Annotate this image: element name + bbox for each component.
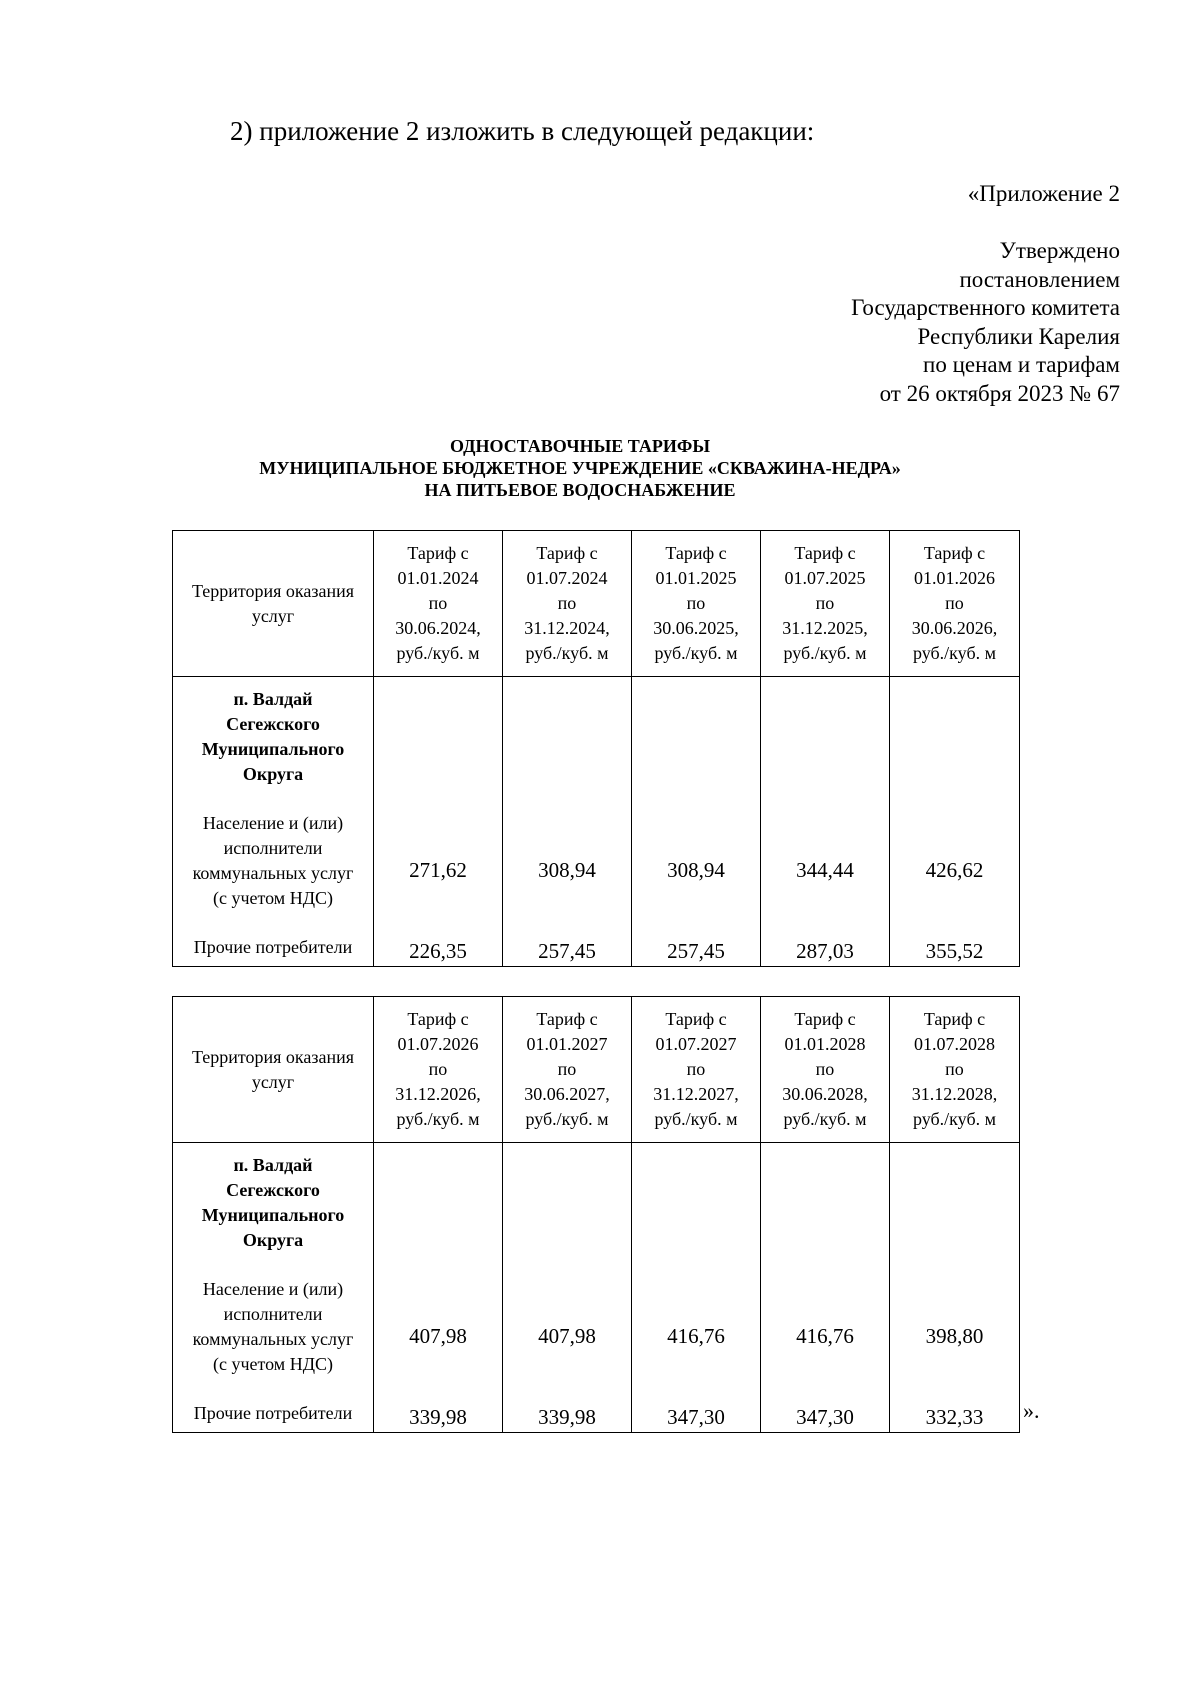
population-value: 308,94	[667, 858, 725, 882]
period-line: Тариф с	[407, 1009, 469, 1029]
population-label-line: исполнители	[223, 838, 323, 858]
other-consumers-label: Прочие потребители	[193, 1403, 353, 1423]
period-line: руб./куб. м	[783, 643, 867, 663]
other-value: 347,30	[667, 1405, 725, 1429]
period-line: руб./куб. м	[396, 643, 480, 663]
document-title	[160, 435, 1000, 501]
population-label-line: исполнители	[223, 1304, 323, 1324]
period-line: 01.07.2025	[784, 568, 866, 588]
other-value: 226,35	[409, 939, 467, 963]
period-line: руб./куб. м	[913, 643, 996, 663]
period-line: 01.07.2027	[655, 1034, 737, 1054]
value-cell	[890, 1143, 1020, 1433]
tariff-table-2	[172, 996, 1020, 1433]
approval-block	[851, 237, 1120, 408]
period-header-cell	[890, 997, 1020, 1143]
approval-line: постановлением	[959, 266, 1120, 292]
region-name	[173, 687, 373, 787]
title-line: МУНИЦИПАЛЬНОЕ БЮДЖЕТНОЕ УЧРЕЖДЕНИЕ «СКВАЖИНА-НЕДРА»	[259, 458, 901, 478]
period-line: Тариф с	[536, 543, 598, 563]
population-label-line: (с учетом НДС)	[213, 888, 333, 908]
period-line: 01.07.2026	[397, 1034, 479, 1054]
period-header-cell	[761, 997, 890, 1143]
region-line: п. Валдай	[233, 1155, 313, 1175]
period-line: по	[815, 593, 835, 613]
value-cell	[890, 677, 1020, 967]
period-line: 01.01.2027	[526, 1034, 608, 1054]
region-line: Муниципального	[201, 1205, 345, 1225]
period-header-cell	[632, 997, 761, 1143]
closing-quote: ».	[1023, 1398, 1040, 1423]
region-name	[173, 1153, 373, 1253]
period-line: руб./куб. м	[525, 643, 609, 663]
period-line: 31.12.2027,	[653, 1084, 739, 1104]
territory-header-line: Территория оказания	[191, 1046, 355, 1067]
region-line: Муниципального	[201, 739, 345, 759]
period-line: по	[815, 1059, 835, 1079]
population-label	[173, 1277, 373, 1377]
population-value: 407,98	[409, 1324, 467, 1348]
other-consumers-label: Прочие потребители	[193, 937, 353, 957]
period-line: 01.07.2024	[526, 568, 608, 588]
approval-line: Республики Карелия	[917, 323, 1120, 349]
period-line: Тариф с	[794, 1009, 856, 1029]
period-header-cell	[632, 531, 761, 677]
period-line: 31.12.2025,	[782, 618, 868, 638]
period-line: Тариф с	[794, 543, 856, 563]
period-line: руб./куб. м	[654, 1109, 738, 1129]
period-line: по	[945, 593, 964, 613]
population-value: 416,76	[796, 1324, 854, 1348]
value-cell	[632, 1143, 761, 1433]
period-line: 31.12.2026,	[395, 1084, 481, 1104]
population-label-line: коммунальных услуг	[192, 863, 354, 883]
period-line: Тариф с	[407, 543, 469, 563]
approval-line: Государственного комитета	[851, 295, 1120, 320]
table-header-row	[173, 531, 1020, 677]
value-cell	[374, 1143, 503, 1433]
period-line: по	[557, 593, 577, 613]
population-value: 308,94	[538, 858, 596, 882]
population-value: 407,98	[538, 1324, 596, 1348]
tariff-table-1	[172, 530, 1020, 967]
period-line: 30.06.2027,	[524, 1084, 610, 1104]
other-value: 332,33	[925, 1405, 984, 1429]
region-line: п. Валдай	[233, 689, 313, 709]
period-line: Тариф с	[536, 1009, 598, 1029]
value-cell	[632, 677, 761, 967]
region-line: Округа	[242, 1230, 304, 1250]
period-line: 30.06.2024,	[395, 618, 481, 638]
appendix-label: «Приложение 2	[967, 181, 1120, 206]
approval-line: по ценам и тарифам	[923, 352, 1120, 377]
population-value: 271,62	[409, 858, 467, 882]
period-line: 30.06.2025,	[653, 618, 739, 638]
period-header-cell	[890, 531, 1020, 677]
period-line: руб./куб. м	[525, 1109, 609, 1129]
period-line: 31.12.2024,	[524, 618, 610, 638]
period-line: 31.12.2028,	[911, 1084, 998, 1104]
period-line: 01.01.2024	[397, 568, 479, 588]
other-value: 339,98	[409, 1405, 467, 1429]
other-value: 347,30	[796, 1405, 854, 1429]
population-value: 426,62	[925, 858, 984, 882]
period-line: Тариф с	[665, 1009, 727, 1029]
population-value: 398,80	[925, 1324, 984, 1348]
period-line: по	[686, 1059, 706, 1079]
period-header-cell	[374, 997, 503, 1143]
approval-line: Утверждено	[999, 238, 1120, 263]
region-line: Сегежского	[226, 714, 320, 734]
value-cell	[503, 1143, 632, 1433]
other-value: 257,45	[667, 939, 725, 963]
period-line: по	[557, 1059, 577, 1079]
territory-cell	[173, 677, 374, 967]
title-line: ОДНОСТАВОЧНЫЕ ТАРИФЫ	[449, 436, 710, 456]
value-cell	[503, 677, 632, 967]
region-line: Округа	[242, 764, 304, 784]
period-line: Тариф с	[923, 1009, 986, 1029]
period-line: 30.06.2026,	[911, 618, 998, 638]
period-line: по	[945, 1059, 964, 1079]
population-label-line: Население и (или)	[202, 813, 344, 833]
population-label-line: (с учетом НДС)	[213, 1354, 333, 1374]
table-header-row	[173, 997, 1020, 1143]
value-cell	[374, 677, 503, 967]
territory-header-cell	[173, 997, 374, 1143]
period-line: 01.01.2028	[784, 1034, 866, 1054]
period-header-cell	[374, 531, 503, 677]
period-line: руб./куб. м	[396, 1109, 480, 1129]
other-value: 355,52	[925, 939, 984, 963]
other-value: 257,45	[538, 939, 596, 963]
period-line: 01.07.2028	[914, 1034, 995, 1054]
period-line: 01.01.2025	[655, 568, 737, 588]
period-line: руб./куб. м	[783, 1109, 867, 1129]
population-label-line: коммунальных услуг	[192, 1329, 354, 1349]
population-label	[173, 811, 373, 911]
territory-header-cell	[173, 531, 374, 677]
period-header-cell	[503, 531, 632, 677]
territory-header-line: Территория оказания	[191, 580, 355, 601]
period-line: по	[428, 1059, 448, 1079]
period-line: по	[428, 593, 448, 613]
table-body-row	[173, 1143, 1020, 1433]
title-line: НА ПИТЬЕВОЕ ВОДОСНАБЖЕНИЕ	[424, 480, 736, 500]
territory-header-line: услуг	[251, 605, 295, 626]
table-body-row	[173, 677, 1020, 967]
period-line: Тариф с	[923, 543, 986, 563]
other-value: 339,98	[538, 1405, 596, 1429]
other-value: 287,03	[796, 939, 854, 963]
population-value: 344,44	[796, 858, 854, 882]
period-header-cell	[761, 531, 890, 677]
territory-header-line: услуг	[251, 1071, 295, 1092]
population-value: 416,76	[667, 1324, 725, 1348]
territory-cell	[173, 1143, 374, 1433]
population-label-line: Население и (или)	[202, 1279, 344, 1299]
value-cell	[761, 1143, 890, 1433]
period-header-cell	[503, 997, 632, 1143]
region-line: Сегежского	[226, 1180, 320, 1200]
value-cell	[761, 677, 890, 967]
intro-paragraph: 2) приложение 2 изложить в следующей редакции:	[230, 116, 815, 146]
period-line: по	[686, 593, 706, 613]
period-line: руб./куб. м	[654, 643, 738, 663]
approval-line: от 26 октября 2023 № 67	[879, 380, 1120, 406]
period-line: Тариф с	[665, 543, 727, 563]
period-line: 30.06.2028,	[782, 1084, 868, 1104]
period-line: руб./куб. м	[913, 1109, 996, 1129]
period-line: 01.01.2026	[914, 568, 995, 588]
